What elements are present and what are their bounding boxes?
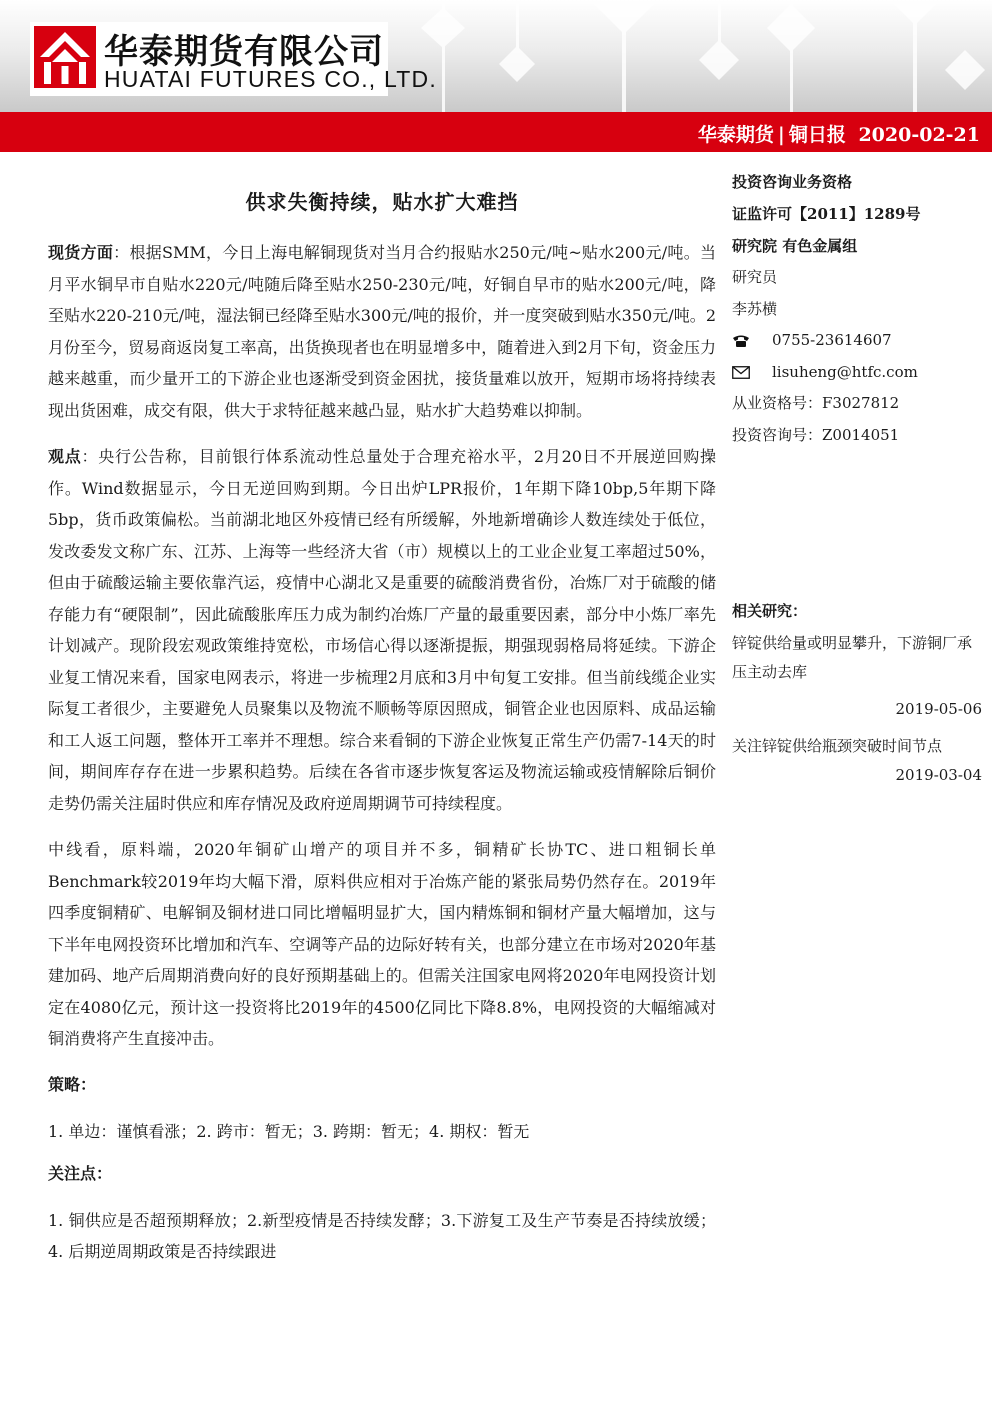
consult-number: 投资咨询号：Z0014051 <box>732 425 900 444</box>
related-research-heading: 相关研究： <box>732 602 808 620</box>
huatai-logo-icon <box>34 26 96 88</box>
envelope-icon <box>732 366 772 379</box>
view-text: ：央行公告称，目前银行体系流动性总量处于合理充裕水平，2月20日不开展逆回购操作。Wind数据显示，今日无逆回购到期。今日出炉LPR报价，1年期下降10bp,5年期下降5bp，货币政策偏松。当前湖北地区外疫情已经有所缓解，外地新增确诊人数连续处于低位，发改委发文称广东、江苏、上海等一些经济大省（市）规模以上的工业企业复工率超过50%，但由于硫酸运输主要依靠汽运，疫情中心湖北又是重要的硫酸消费省份，冶炼厂对于硫酸的储存能力有“硬限制”，因此硫酸胀库压力成为制约冶炼厂产量的最重要因素，部分中小炼厂率先计划减产。现阶段宏观政策维持宽松，市场信心得以逐渐提振，期强现弱格局将延续。下游企业复工情况来看，国家电网表示，将进一步梳理2月底和3月中旬复工安排。但当前线缆企业实际复工者很少，主要避免人员聚集以及物流不顺畅等原因照成，铜管企业也因原料、成品运输和工人返工问题，整体开工率并不理想。综合来看铜的下游企业恢复正常生产仍需7-14天的时间，期间库存存在进一步累积趋势。后续在各省市逐步恢复客运及物流运输或疫情解除后铜价走势仍需关注届时供应和库存情况及政府逆周期调节可持续程度。 <box>48 447 716 813</box>
focus-heading: 关注点： <box>48 1163 113 1183</box>
spot-label: 现货方面 <box>48 243 114 262</box>
sidebar <box>732 166 982 784</box>
company-logo <box>30 22 437 96</box>
main-column <box>48 176 716 1279</box>
company-name-en: HUATAI FUTURES CO., LTD. <box>104 66 437 92</box>
tag-separator: | <box>777 124 785 146</box>
phone-row <box>732 325 982 357</box>
related-item-title[interactable]: 锌锭供给量或明显攀升，下游铜厂承压主动去库 <box>732 634 973 681</box>
report-type: 铜日报 <box>788 124 846 146</box>
focus-text: 1. 铜供应是否超预期释放；2.新型疫情是否持续发酵；3.下游复工及生产节奏是否持续放缓；4. 后期逆周期政策是否持续跟进 <box>48 1210 716 1261</box>
article-title: 供求失衡持续，贴水扩大难挡 <box>245 190 519 214</box>
institute: 研究院 有色金属组 <box>732 237 858 255</box>
report-tag <box>698 120 980 147</box>
analyst-role: 研究员 <box>732 268 778 286</box>
view-paragraph <box>48 441 716 819</box>
related-item-title[interactable]: 关注锌锭供给瓶颈突破时间节点 <box>732 737 943 755</box>
related-item-date: 2019-03-04 <box>895 766 982 784</box>
license-number: 证监许可【2011】1289号 <box>732 205 921 223</box>
strategy-text: 1. 单边：谨慎看涨；2. 跨市：暂无；3. 跨期：暂无；4. 期权：暂无 <box>48 1121 530 1141</box>
phone-number: 0755-23614607 <box>772 331 892 349</box>
view-label: 观点 <box>48 447 82 466</box>
qualification: 投资咨询业务资格 <box>732 173 853 191</box>
related-item[interactable] <box>732 629 982 724</box>
strategy-heading: 策略： <box>48 1074 97 1094</box>
spot-text: ：根据SMM，今日上海电解铜现货对当月合约报贴水250元/吨~贴水200元/吨。当月平水铜早市自贴水220元/吨随后降至贴水250-230元/吨，好铜自早市的贴水200元/吨，降至贴水220-210元/吨，湿法铜已经降至贴水300元/吨的报价，并一度突破到贴水350元/吨。2月份至今，贸易商返岗复工率高，出货换现者也在明显增多中，随着进入到2月下旬，资金压力越来越重，而少量开工的下游企业也逐渐受到资金困扰，接货量难以放开，短期市场将持续表现出货困难，成交有限，供大于求特征越来越凸显，贴水扩大趋势难以抑制。 <box>48 243 716 420</box>
report-date: 2020-02-21 <box>858 124 980 146</box>
report-company: 华泰期货 <box>697 124 774 146</box>
report-header <box>0 0 992 112</box>
spot-paragraph <box>48 237 716 426</box>
related-item[interactable] <box>732 732 982 790</box>
practice-number: 从业资格号：F3027812 <box>732 394 900 412</box>
header-decoration <box>420 0 992 112</box>
mid-term-paragraph: 中线看，原料端，2020年铜矿山增产的项目并不多，铜精矿长协TC、进口粗铜长单Benchmark较2019年均大幅下滑，原料供应相对于冶炼产能的紧张局势仍然存在。2019年四季度铜精矿、电解铜及铜材进口同比增幅明显扩大，国内精炼铜和铜材产量大幅增加，这与下半年电网投资环比增加和汽车、空调等产品的边际好转有关，也部分建立在市场对2020年基建加码、地产后周期消费向好的良好预期基础上的。但需关注国家电网将2020年电网投资计划定在4080亿元，预计这一投资将比2019年的4500亿同比下降8.8%，电网投资的大幅缩减对铜消费将产生直接冲击。 <box>48 840 716 1048</box>
email-address[interactable]: lisuheng@htfc.com <box>772 362 918 381</box>
analyst-name: 李苏横 <box>732 299 778 318</box>
company-name-cn: 华泰期货有限公司 <box>104 32 384 72</box>
phone-icon <box>732 334 772 348</box>
related-item-date: 2019-05-06 <box>895 700 982 718</box>
email-row <box>732 357 982 389</box>
